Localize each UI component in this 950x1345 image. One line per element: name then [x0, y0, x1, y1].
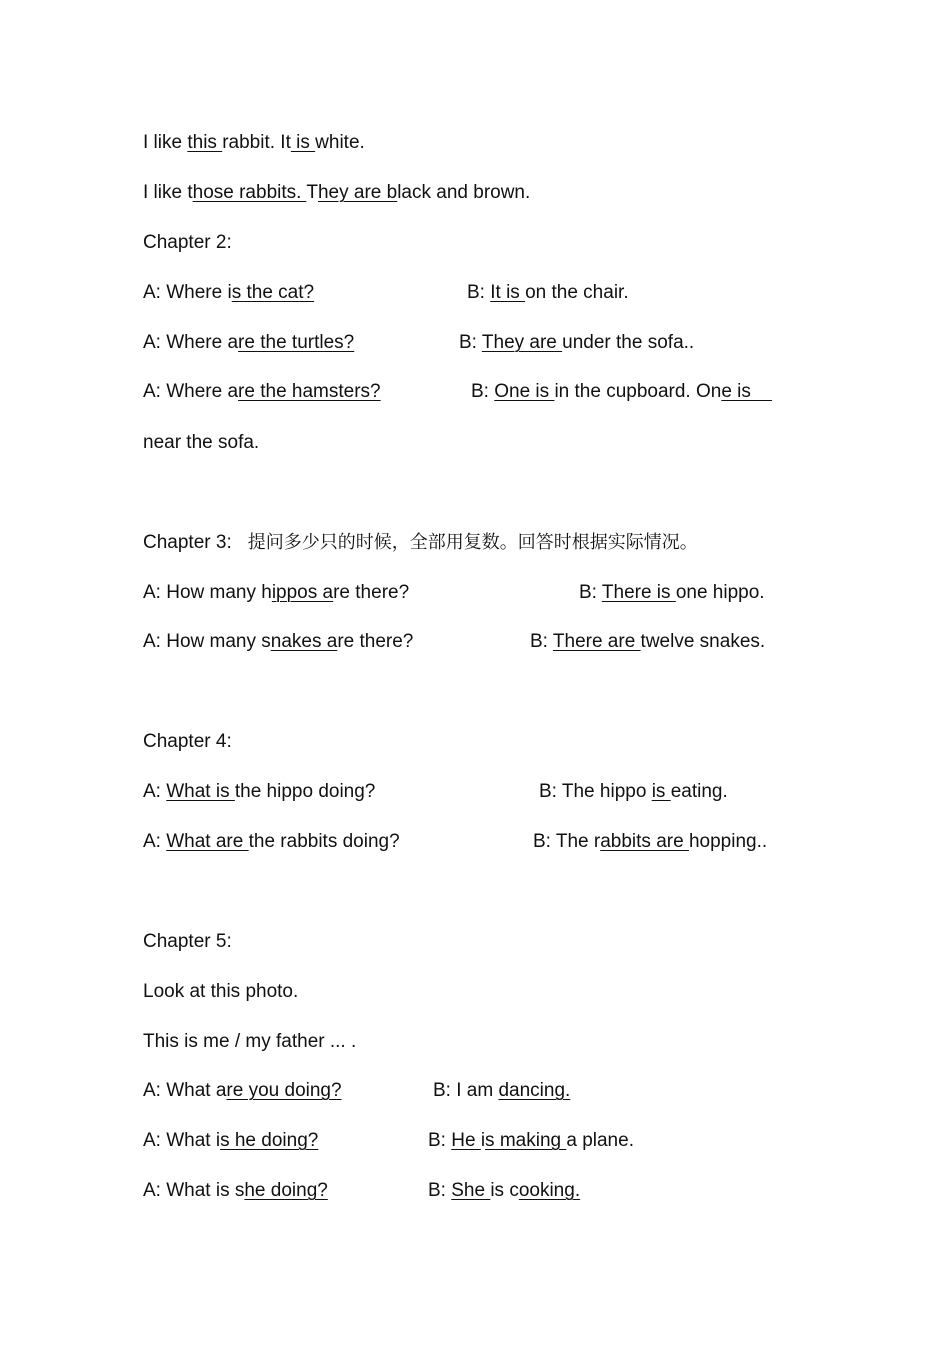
blank-answer: is [290, 132, 316, 153]
ch4-answer-1 [539, 780, 728, 804]
ch5-line-1: Look at this photo. [143, 981, 299, 1002]
blank-answer: hose rabbits. [192, 182, 307, 203]
blank-answer: ooking. [518, 1180, 581, 1201]
chapter-5-heading: Chapter 5: [143, 931, 232, 952]
ch5-line-2: This is me / my father ... . [143, 1031, 357, 1052]
text: I like [143, 132, 188, 153]
text: in the cupboard. On [554, 381, 722, 402]
blank-answer: ippos a [271, 582, 334, 603]
ch5-question-2 [143, 1129, 318, 1153]
blank-answer: What are [166, 831, 249, 852]
text: A: What i [143, 1130, 221, 1151]
blank-answer: There is [601, 582, 676, 603]
ch2-answer-3 [471, 380, 772, 404]
text: on the chair. [525, 282, 629, 303]
text: A: [143, 781, 167, 802]
blank-answer: nakes a [270, 631, 338, 652]
text: B: [428, 1180, 452, 1201]
chapter-3-note: 提问多少只的时候，全部用复数。回答时根据实际情况。 [247, 532, 698, 553]
blank-answer: dancing. [498, 1080, 571, 1101]
blank-answer: re the turtles? [238, 332, 355, 353]
blank-answer: They are [481, 332, 563, 353]
blank-answer: re you doing? [226, 1080, 342, 1101]
blank-answer: One is [494, 381, 555, 402]
text: the hippo doing? [234, 781, 376, 802]
text: A: Where a [143, 381, 239, 402]
text: B: [471, 381, 495, 402]
text: A: How many s [143, 631, 271, 652]
text: I like t [143, 182, 193, 203]
blank-answer: re the hamsters? [238, 381, 381, 402]
intro-line-1 [143, 131, 365, 155]
text: A: What is s [143, 1180, 245, 1201]
ch2-answer-2 [459, 331, 694, 355]
blank-answer: She [451, 1180, 491, 1201]
text: B: The hippo [539, 781, 652, 802]
ch4-question-1 [143, 780, 375, 804]
blank-answer: s he doing? [220, 1130, 319, 1151]
blank-answer: s the cat? [231, 282, 315, 303]
text: re there? [333, 582, 410, 603]
ch3-answer-2 [530, 630, 765, 654]
ch5-answer-2 [428, 1129, 634, 1153]
text: B: [459, 332, 482, 353]
text: B: I am [433, 1080, 499, 1101]
ch3-question-2 [143, 630, 413, 654]
text: rabbit. It [222, 132, 291, 153]
ch4-question-2 [143, 830, 400, 854]
blank-answer: hey are b [317, 182, 398, 203]
blank-answer: He [451, 1130, 481, 1151]
blank-answer: s making [485, 1130, 567, 1151]
text: B: [579, 582, 602, 603]
text: A: How many h [143, 582, 272, 603]
ch2-question-1 [143, 281, 314, 305]
ch2-answer-1 [467, 281, 629, 305]
ch2-question-3 [143, 380, 381, 404]
intro-line-2 [143, 181, 530, 205]
text: i [480, 1130, 486, 1151]
text: one hippo. [675, 582, 765, 603]
text: T [306, 182, 318, 203]
text: under the sofa.. [562, 332, 695, 353]
text: eating. [670, 781, 728, 802]
text: is c [490, 1180, 519, 1201]
text: A: What a [143, 1080, 227, 1101]
blank-answer: this [187, 132, 223, 153]
text: twelve snakes. [640, 631, 766, 652]
text: A: [143, 831, 167, 852]
ch3-answer-1 [579, 581, 765, 605]
ch2-question-2 [143, 331, 354, 355]
chapter-3-heading [143, 531, 698, 555]
ch4-answer-2 [533, 830, 767, 854]
ch3-question-1 [143, 581, 409, 605]
text: A: Where a [143, 332, 239, 353]
ch5-question-1 [143, 1079, 342, 1103]
text: B: The r [533, 831, 601, 852]
heading-text: Chapter 3: [143, 532, 232, 553]
text: B: [467, 282, 491, 303]
text: B: [428, 1130, 452, 1151]
ch5-answer-3 [428, 1179, 580, 1203]
text: B: [530, 631, 553, 652]
text: white. [315, 132, 365, 153]
text: hopping.. [688, 831, 768, 852]
chapter-4-heading: Chapter 4: [143, 731, 232, 752]
blank-answer: e is [721, 381, 773, 402]
blank-answer: What is [166, 781, 235, 802]
text: a plane. [566, 1130, 634, 1151]
ch5-answer-1 [433, 1079, 570, 1103]
text: re there? [337, 631, 414, 652]
text: A: Where i [143, 282, 232, 303]
ch2-answer-3-continued: near the sofa. [143, 432, 260, 453]
blank-answer: is [651, 781, 671, 802]
blank-answer: abbits are [600, 831, 689, 852]
text: the rabbits doing? [248, 831, 400, 852]
text: lack and brown. [397, 182, 531, 203]
blank-answer: he doing? [244, 1180, 328, 1201]
blank-answer: It is [490, 282, 526, 303]
ch5-question-3 [143, 1179, 328, 1203]
blank-answer: There are [552, 631, 641, 652]
chapter-2-heading: Chapter 2: [143, 232, 232, 253]
